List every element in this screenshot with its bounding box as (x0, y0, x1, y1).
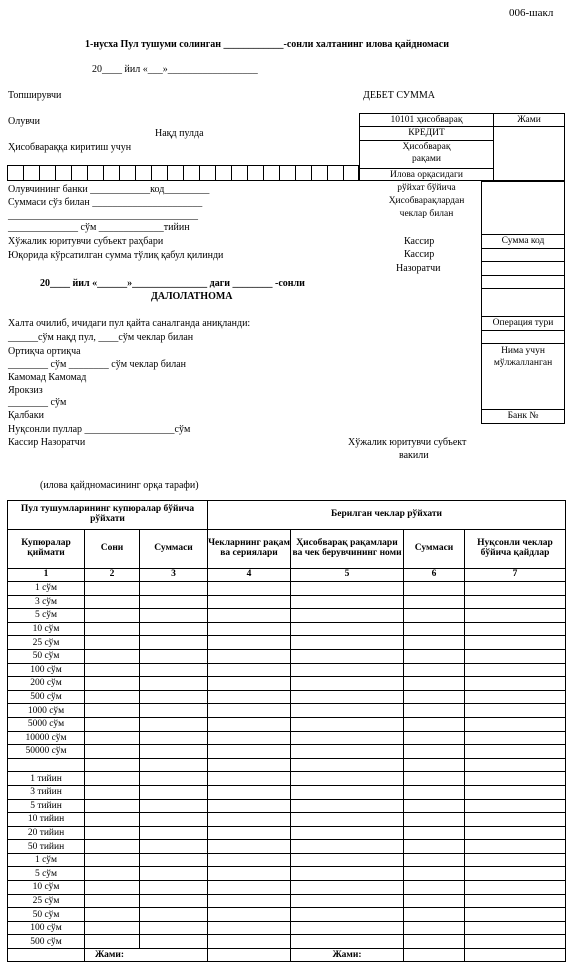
empty-cell (140, 799, 208, 813)
empty-cell (291, 921, 404, 935)
empty-cell (291, 690, 404, 704)
empty-cell (291, 867, 404, 881)
table-row (8, 826, 566, 840)
empty-cell (85, 717, 140, 731)
empty-cell (208, 649, 291, 663)
denomination-cell: 10000 сўм (8, 731, 85, 745)
empty-cell (208, 717, 291, 731)
empty-cell (291, 663, 404, 677)
empty-cell (208, 622, 291, 636)
empty-cell (85, 649, 140, 663)
empty-cell (85, 609, 140, 623)
subekt-vakili-1: Хўжалик юритувчи субъект (348, 437, 467, 448)
empty-cell (140, 826, 208, 840)
table-row (8, 582, 566, 596)
col-number: 5 (291, 569, 404, 582)
table-row (8, 690, 566, 704)
empty-cell (140, 609, 208, 623)
empty-cell (140, 717, 208, 731)
denomination-cell: 50 сўм (8, 908, 85, 922)
debet-summa-label: ДЕБЕТ СУММА (363, 90, 436, 101)
date-line: 20____ йил «___»__________________ (92, 64, 258, 75)
empty-cell (291, 636, 404, 650)
empty-cell (404, 758, 465, 772)
empty-cell (404, 921, 465, 935)
empty-cell (85, 799, 140, 813)
empty-cell (404, 826, 465, 840)
empty-cell (465, 785, 566, 799)
empty-cell (208, 799, 291, 813)
bank-line: Олувчининг банки ____________код_________ (8, 184, 210, 195)
empty-cell (404, 853, 465, 867)
empty-cell (85, 758, 140, 772)
empty-cell (85, 881, 140, 895)
act-line-9: Нуқсонли пуллар __________________сўм (8, 424, 191, 435)
table-row (8, 731, 566, 745)
empty-cell (208, 881, 291, 895)
empty-cell (465, 881, 566, 895)
denominations-table (7, 500, 566, 962)
empty-cell (85, 622, 140, 636)
empty-cell (291, 704, 404, 718)
empty-cell (465, 867, 566, 881)
empty-cell (291, 582, 404, 596)
empty-cell (208, 935, 291, 949)
empty-cell (140, 663, 208, 677)
denomination-cell: 500 сўм (8, 690, 85, 704)
empty-cell (85, 908, 140, 922)
empty-cell (404, 622, 465, 636)
act-date-line: 20____ йил «______»_______________ даги ________ -сонли (40, 278, 305, 289)
empty-cell (404, 717, 465, 731)
empty-cell (85, 894, 140, 908)
yuqorida-label: Юқорида кўрсатилган сумма тўлиқ қабул қилинди (8, 250, 224, 261)
empty-cell (85, 663, 140, 677)
empty-cell (85, 867, 140, 881)
kredit-label: КРЕДИТ (408, 128, 445, 138)
empty-cell (140, 853, 208, 867)
empty-cell (291, 853, 404, 867)
denomination-cell: 5 тийин (8, 799, 85, 813)
act-line-6: Ярокзиз (8, 385, 43, 396)
empty-cell (291, 609, 404, 623)
empty-cell (208, 745, 291, 759)
empty-cell (140, 867, 208, 881)
empty-cell (404, 799, 465, 813)
empty-cell (85, 772, 140, 786)
table-row (8, 881, 566, 895)
empty-cell (85, 582, 140, 596)
table-row (8, 717, 566, 731)
summa-soz-line: Суммаси сўз билан ______________________ (8, 197, 203, 208)
empty-cell (291, 881, 404, 895)
empty-cell (404, 677, 465, 691)
empty-cell (208, 677, 291, 691)
empty-cell (465, 772, 566, 786)
table-row (8, 813, 566, 827)
denomination-cell: 25 сўм (8, 894, 85, 908)
empty-cell (404, 745, 465, 759)
jami-label: Жами (517, 115, 541, 125)
empty-cell (465, 799, 566, 813)
table-row (8, 758, 566, 772)
empty-cell (140, 813, 208, 827)
denomination-cell: 1 сўм (8, 853, 85, 867)
header-denomination: Купюралар қиймати (8, 530, 85, 569)
empty-cell (208, 704, 291, 718)
empty-cell (208, 772, 291, 786)
empty-cell (140, 731, 208, 745)
empty-cell (404, 704, 465, 718)
empty-cell (208, 826, 291, 840)
bank-no-label: Банк № (507, 411, 539, 421)
empty-cell (85, 731, 140, 745)
hisobvaraq-raqami-1: Ҳисобварақ (402, 142, 451, 152)
empty-cell (291, 935, 404, 949)
topshiruvchi-label: Топширувчи (8, 90, 62, 101)
empty-cell (208, 813, 291, 827)
empty-cell (404, 649, 465, 663)
empty-cell (465, 582, 566, 596)
act-line-3: Ортиқча ортиқча (8, 346, 81, 357)
table-row (8, 799, 566, 813)
empty-cell (291, 799, 404, 813)
empty-cell (465, 663, 566, 677)
empty-cell (140, 704, 208, 718)
empty-cell (291, 717, 404, 731)
nima-uchun-2: мўлжалланган (493, 358, 553, 368)
empty-cell (85, 636, 140, 650)
header-account-issuer: Ҳисобварақ рақамлари ва чек берувчининг номи (291, 530, 404, 569)
empty-cell (208, 636, 291, 650)
empty-cell (140, 582, 208, 596)
col-number: 6 (404, 569, 465, 582)
empty-cell (404, 772, 465, 786)
empty-cell (85, 704, 140, 718)
denomination-cell: 100 сўм (8, 663, 85, 677)
table-row (8, 908, 566, 922)
empty-cell (208, 595, 291, 609)
empty-cell (404, 908, 465, 922)
denomination-cell: 1000 сўм (8, 704, 85, 718)
oluvchi-label: Олувчи (8, 116, 40, 127)
kassir-label-2: Кассир (404, 249, 435, 260)
empty-cell (404, 690, 465, 704)
act-line-1: Халта очилиб, ичидаги пул қайта саналганда аниқланди: (8, 318, 251, 329)
total-spacer (8, 949, 85, 962)
group-header-banknotes: Пул тушумларининг купюралар бўйича рўйхати (8, 501, 208, 530)
denomination-cell: 3 сўм (8, 595, 85, 609)
form-code: 006-шакл (509, 7, 554, 19)
empty-cell (465, 595, 566, 609)
empty-cell (291, 840, 404, 854)
empty-cell (404, 731, 465, 745)
ilova-label-2: рўйхат бўйича (397, 183, 456, 193)
empty-cell (208, 853, 291, 867)
total-right-label: Жами: (291, 949, 404, 962)
header-sum: Суммаси (140, 530, 208, 569)
act-title: ДАЛОЛАТНОМА (151, 291, 233, 302)
act-line-8: Қалбаки (8, 410, 44, 421)
table-row (8, 894, 566, 908)
col-number: 7 (465, 569, 566, 582)
ilova-label-1: Илова орқасидаги (390, 170, 463, 180)
empty-cell (85, 853, 140, 867)
denomination-cell: 500 сўм (8, 935, 85, 949)
denomination-cell: 1 сўм (8, 582, 85, 596)
empty-cell (465, 717, 566, 731)
empty-cell (208, 921, 291, 935)
empty-cell (465, 908, 566, 922)
empty-cell (465, 826, 566, 840)
table-row (8, 649, 566, 663)
empty-cell (404, 881, 465, 895)
operatsiya-turi-label: Операция тури (492, 318, 554, 328)
empty-cell (291, 894, 404, 908)
rahbari-label: Хўжалик юритувчи субъект раҳбари (8, 236, 164, 247)
empty-cell (291, 772, 404, 786)
empty-cell (140, 622, 208, 636)
empty-cell (140, 772, 208, 786)
empty-cell (465, 840, 566, 854)
denomination-cell: 10 сўм (8, 622, 85, 636)
empty-cell (85, 813, 140, 827)
act-line-5: Камомад Камомад (8, 372, 87, 383)
table-row (8, 609, 566, 623)
group-header-cheques: Берилган чеклар рўйхати (208, 501, 566, 530)
empty-cell (85, 840, 140, 854)
empty-cell (140, 935, 208, 949)
act-line-10: Кассир Назоратчи (8, 437, 86, 448)
empty-cell (465, 813, 566, 827)
header-count: Сони (85, 530, 140, 569)
empty-cell (140, 758, 208, 772)
table-row (8, 677, 566, 691)
empty-cell (291, 826, 404, 840)
empty-cell (465, 677, 566, 691)
hisobvaraqqa-label: Ҳисобвараққа киритиш учун (8, 142, 132, 153)
table-row (8, 704, 566, 718)
col-number: 1 (8, 569, 85, 582)
empty-cell (208, 785, 291, 799)
som-tiyin-line: ______________ сўм _____________тийин (8, 222, 190, 233)
table-row (8, 772, 566, 786)
empty-cell (404, 582, 465, 596)
table-row (8, 785, 566, 799)
denomination-cell: 10 сўм (8, 881, 85, 895)
empty-cell (140, 921, 208, 935)
total-spacer (404, 949, 465, 962)
empty-cell (404, 785, 465, 799)
empty-cell (140, 636, 208, 650)
empty-cell (404, 663, 465, 677)
empty-cell (85, 785, 140, 799)
empty-cell (85, 935, 140, 949)
empty-cell (208, 690, 291, 704)
empty-cell (465, 704, 566, 718)
empty-cell (140, 690, 208, 704)
empty-cell (465, 636, 566, 650)
denomination-cell: 5 сўм (8, 867, 85, 881)
empty-cell (140, 595, 208, 609)
denomination-cell: 20 тийин (8, 826, 85, 840)
empty-cell (291, 677, 404, 691)
empty-cell (465, 609, 566, 623)
hisobvaraq-raqami-2: рақами (412, 154, 441, 164)
table-row (8, 595, 566, 609)
summa-kod-label: Сумма код (501, 236, 545, 246)
empty-cell (85, 677, 140, 691)
denomination-cell: 3 тийин (8, 785, 85, 799)
empty-cell (291, 908, 404, 922)
denomination-cell (8, 758, 85, 772)
empty-cell (291, 731, 404, 745)
table-row (8, 622, 566, 636)
table-body (8, 582, 566, 949)
empty-cell (208, 867, 291, 881)
empty-cell (208, 908, 291, 922)
empty-cell (465, 894, 566, 908)
empty-cell (140, 908, 208, 922)
empty-cell (85, 690, 140, 704)
empty-cell (140, 840, 208, 854)
empty-cell (465, 758, 566, 772)
empty-cell (404, 935, 465, 949)
blank-line: ______________________________________ (8, 210, 198, 221)
naqd-pulda-label: Нақд пулда (155, 128, 204, 139)
empty-cell (404, 894, 465, 908)
empty-cell (291, 745, 404, 759)
empty-cell (465, 649, 566, 663)
empty-cell (140, 649, 208, 663)
empty-cell (85, 921, 140, 935)
kassir-label-1: Кассир (404, 236, 435, 247)
empty-cell (85, 745, 140, 759)
empty-cell (140, 745, 208, 759)
empty-cell (208, 609, 291, 623)
empty-cell (465, 690, 566, 704)
empty-cell (208, 840, 291, 854)
empty-cell (291, 758, 404, 772)
denomination-cell: 5 сўм (8, 609, 85, 623)
empty-cell (465, 745, 566, 759)
right-column-box (481, 181, 565, 424)
empty-cell (208, 731, 291, 745)
table-row (8, 840, 566, 854)
empty-cell (291, 595, 404, 609)
empty-cell (404, 867, 465, 881)
table-row (8, 921, 566, 935)
header-defective-notes: Нуқсонли чеклар бўйича қайдлар (465, 530, 566, 569)
empty-cell (140, 894, 208, 908)
empty-cell (465, 935, 566, 949)
col-number: 4 (208, 569, 291, 582)
subekt-vakili-2: вакили (399, 450, 429, 461)
form-title: 1-нусха Пул тушуми солинган ____________-сонли халтанинг илова қайдномаси (85, 39, 449, 50)
denomination-cell: 10 тийин (8, 813, 85, 827)
table-row (8, 935, 566, 949)
denomination-cell: 25 сўм (8, 636, 85, 650)
reverse-note: (илова қайдномасининг орқа тарафи) (40, 480, 199, 491)
nazoratchi-label: Назоратчи (396, 263, 441, 274)
empty-cell (404, 636, 465, 650)
empty-cell (404, 813, 465, 827)
empty-cell (208, 894, 291, 908)
denomination-cell: 50000 сўм (8, 745, 85, 759)
total-spacer (208, 949, 291, 962)
table-row (8, 745, 566, 759)
empty-cell (404, 840, 465, 854)
nima-uchun-1: Нима учун (501, 346, 545, 356)
empty-cell (465, 622, 566, 636)
header-cheque-numbers: Чекларнинг рақам ва сериялари (208, 530, 291, 569)
table-row (8, 663, 566, 677)
empty-cell (85, 826, 140, 840)
empty-cell (140, 881, 208, 895)
denomination-cell: 50 тийин (8, 840, 85, 854)
denomination-cell: 50 сўм (8, 649, 85, 663)
empty-cell (85, 595, 140, 609)
denomination-cell: 200 сўм (8, 677, 85, 691)
account-10101: 10101 ҳисобварақ (390, 115, 463, 125)
empty-cell (465, 853, 566, 867)
empty-cell (140, 785, 208, 799)
col-number: 3 (140, 569, 208, 582)
table-row (8, 636, 566, 650)
act-line-4: ________ сўм ________ сўм чеклар билан (8, 359, 187, 370)
empty-cell (465, 731, 566, 745)
act-line-2: ______сўм нақд пул, ____сўм чеклар билан (8, 332, 194, 343)
table-row (8, 867, 566, 881)
empty-cell (208, 758, 291, 772)
table-row (8, 853, 566, 867)
empty-cell (208, 663, 291, 677)
total-spacer (465, 949, 566, 962)
empty-cell (291, 813, 404, 827)
denomination-cell: 100 сўм (8, 921, 85, 935)
act-line-7: ________ сўм (8, 397, 67, 408)
empty-cell (291, 622, 404, 636)
ilova-label-4: чеклар билан (399, 209, 454, 219)
col-number: 2 (85, 569, 140, 582)
empty-cell (208, 582, 291, 596)
empty-cell (291, 649, 404, 663)
empty-cell (404, 595, 465, 609)
total-left-label: Жами: (85, 949, 208, 962)
empty-cell (291, 785, 404, 799)
ilova-label-3: Ҳисобварақлардан (388, 196, 465, 206)
header-cheque-sum: Суммаси (404, 530, 465, 569)
empty-cell (404, 609, 465, 623)
denomination-cell: 5000 сўм (8, 717, 85, 731)
empty-cell (140, 677, 208, 691)
empty-cell (465, 921, 566, 935)
denomination-cell: 1 тийин (8, 772, 85, 786)
